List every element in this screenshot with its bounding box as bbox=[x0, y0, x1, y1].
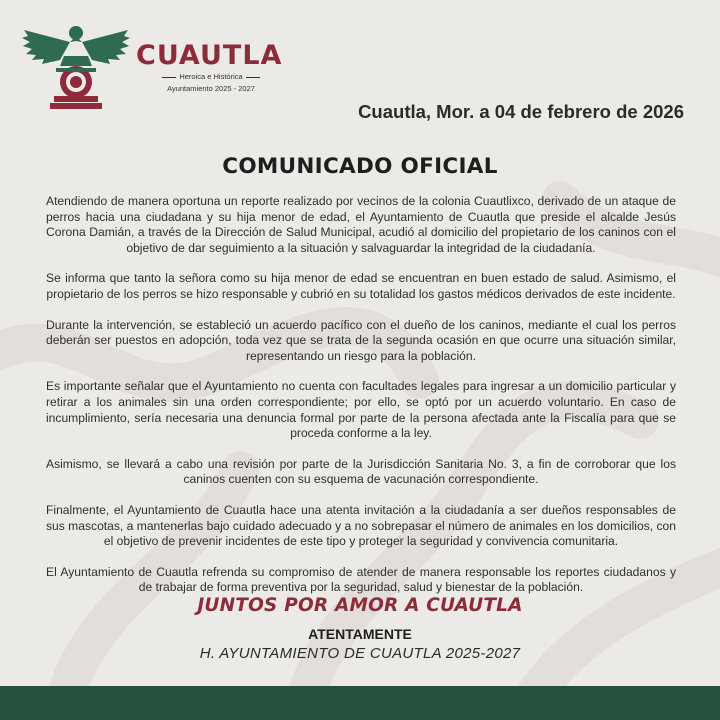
brand-block bbox=[136, 42, 286, 94]
brand-tagline: Heroica e Histórica bbox=[179, 72, 243, 81]
paragraph: Asimismo, se llevará a cabo una revisión por parte de la Jurisdicción Sanitaria No. 3, a fin de corroborar que los caninos cuenten con su esquema de vacunación correspondiente. bbox=[46, 456, 676, 487]
footer-band bbox=[0, 686, 720, 720]
slogan: JUNTOS POR AMOR A CUAUTLA bbox=[197, 595, 523, 616]
paragraph: Se informa que tanto la señora como su hija menor de edad se encuentran en buen estado de salud. Asimismo, el propietario de los perros se hizo responsable y cubrió en su totalidad los gastos médicos derivados de este incidente. bbox=[46, 271, 676, 301]
paragraph: El Ayuntamiento de Cuautla refrenda su compromiso de atender de manera responsable los reportes ciudadanos y de trabajar de forma preventiva por la seguridad, salud y bienestar de la población. bbox=[46, 564, 676, 595]
paragraph: Atendiendo de manera oportuna un reporte realizado por vecinos de la colonia Cuautlixco, derivado de un ataque de perros hacia una ciudadana y su hija menor de edad, el Ayuntamiento de Cuautla que preside el alcalde Jesús Corona Damián, a través de la Dirección de Salud Municipal, acudió al domicilio del propietario de los caninos con el objetivo de dar seguimiento a la situación y salvaguardar la integridad de la ciudadanía. bbox=[46, 194, 676, 255]
document-title: COMUNICADO OFICIAL bbox=[222, 154, 498, 179]
brand-name: CUAUTLA bbox=[136, 40, 283, 71]
dateline: Cuautla, Mor. a 04 de febrero de 2026 bbox=[358, 101, 684, 122]
paragraph: Es importante señalar que el Ayuntamiento no cuenta con facultades legales para ingresar a un domicilio particular y retirar a los animales sin una orden correspondiente; por ello, se optó por un acuerdo voluntario. En caso de incumplimiento, sería necesaria una denuncia formal por parte de la persona afectada ante la Fiscalía para que se proceda conforme a la ley. bbox=[46, 379, 676, 441]
paragraph: Finalmente, el Ayuntamiento de Cuautla hace una atenta invitación a la ciudadanía a ser dueños responsables de sus mascotas, a mantenerlas bajo cuidado adecuado y a no sobrepasar el número de animales en los domicilios, con el objetivo de prevenir incidentes de este tipo y proteger la seguridad y convivencia comunitaria. bbox=[46, 502, 676, 549]
paragraph: Durante la intervención, se estableció un acuerdo pacífico con el dueño de los caninos, mediante el cual los perros deberán ser puestos en adopción, toda vez que se trata de la segunda ocasión en que ocurre una situación similar, representando un riesgo para la población. bbox=[46, 317, 676, 363]
signer: H. AYUNTAMIENTO DE CUAUTLA 2025-2027 bbox=[199, 645, 521, 662]
eagle-serpent-crest-icon bbox=[20, 22, 132, 112]
salutation: ATENTAMENTE bbox=[308, 626, 412, 642]
statement-body bbox=[46, 194, 676, 611]
brand-term: Ayuntamiento 2025 - 2027 bbox=[167, 84, 255, 93]
brand-tagline-row bbox=[136, 72, 286, 82]
